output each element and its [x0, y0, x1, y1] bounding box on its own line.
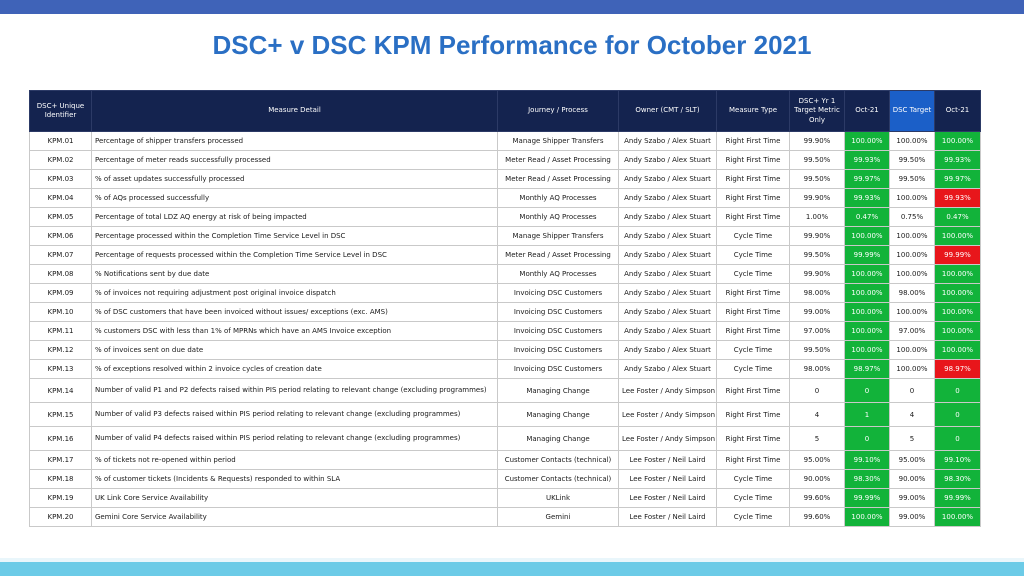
- cell-oct-dsc-plus: 99.93%: [845, 151, 890, 170]
- cell-identifier: KPM.15: [30, 403, 92, 427]
- cell-measure-type: Right First Time: [717, 303, 790, 322]
- cell-dsc-plus-target: 99.00%: [790, 303, 845, 322]
- cell-owner: Andy Szabo / Alex Stuart: [619, 208, 717, 227]
- cell-identifier: KPM.20: [30, 508, 92, 527]
- table-row: [30, 246, 981, 265]
- cell-measure-type: Right First Time: [717, 151, 790, 170]
- cell-dsc-target: 100.00%: [890, 246, 935, 265]
- cell-oct-dsc: 100.00%: [935, 508, 981, 527]
- cell-measure-detail: Percentage of meter reads successfully processed: [92, 151, 498, 170]
- cell-identifier: KPM.03: [30, 170, 92, 189]
- cell-measure-type: Right First Time: [717, 208, 790, 227]
- cell-owner: Lee Foster / Andy Simpson: [619, 379, 717, 403]
- cell-identifier: KPM.02: [30, 151, 92, 170]
- cell-measure-detail: Percentage processed within the Completion Time Service Level in DSC: [92, 227, 498, 246]
- cell-measure-type: Right First Time: [717, 451, 790, 470]
- cell-journey-process: Customer Contacts (technical): [498, 470, 619, 489]
- cell-measure-detail: Number of valid P4 defects raised within PIS period relating to relevant change (excluding programmes): [92, 427, 498, 451]
- cell-dsc-target: 99.50%: [890, 170, 935, 189]
- cell-journey-process: Managing Change: [498, 403, 619, 427]
- cell-oct-dsc-plus: 99.99%: [845, 246, 890, 265]
- cell-oct-dsc-plus: 100.00%: [845, 132, 890, 151]
- cell-oct-dsc: 0: [935, 403, 981, 427]
- cell-measure-detail: % of customer tickets (Incidents & Requests) responded to within SLA: [92, 470, 498, 489]
- cell-journey-process: Gemini: [498, 508, 619, 527]
- cell-owner: Andy Szabo / Alex Stuart: [619, 227, 717, 246]
- cell-dsc-plus-target: 99.50%: [790, 246, 845, 265]
- cell-identifier: KPM.13: [30, 360, 92, 379]
- table-row: [30, 427, 981, 451]
- header-dsc-target: DSC Target: [890, 91, 935, 132]
- cell-dsc-target: 99.00%: [890, 489, 935, 508]
- cell-dsc-target: 95.00%: [890, 451, 935, 470]
- cell-measure-detail: % of invoices not requiring adjustment post original invoice dispatch: [92, 284, 498, 303]
- cell-dsc-plus-target: 90.00%: [790, 470, 845, 489]
- cell-oct-dsc: 99.99%: [935, 246, 981, 265]
- table-header-row: [30, 91, 981, 132]
- cell-oct-dsc-plus: 0: [845, 379, 890, 403]
- cell-dsc-target: 100.00%: [890, 132, 935, 151]
- cell-owner: Andy Szabo / Alex Stuart: [619, 189, 717, 208]
- table-body: [30, 132, 981, 527]
- cell-journey-process: Monthly AQ Processes: [498, 208, 619, 227]
- cell-oct-dsc-plus: 99.97%: [845, 170, 890, 189]
- cell-oct-dsc: 99.93%: [935, 189, 981, 208]
- cell-measure-detail: % of asset updates successfully processed: [92, 170, 498, 189]
- cell-journey-process: Manage Shipper Transfers: [498, 132, 619, 151]
- cell-owner: Andy Szabo / Alex Stuart: [619, 170, 717, 189]
- cell-owner: Andy Szabo / Alex Stuart: [619, 360, 717, 379]
- cell-oct-dsc-plus: 99.99%: [845, 489, 890, 508]
- cell-owner: Andy Szabo / Alex Stuart: [619, 341, 717, 360]
- cell-oct-dsc-plus: 99.93%: [845, 189, 890, 208]
- cell-oct-dsc: 100.00%: [935, 341, 981, 360]
- cell-owner: Lee Foster / Neil Laird: [619, 451, 717, 470]
- table-row: [30, 322, 981, 341]
- bottom-accent-bar: [0, 562, 1024, 576]
- cell-oct-dsc-plus: 1: [845, 403, 890, 427]
- cell-oct-dsc: 99.97%: [935, 170, 981, 189]
- cell-journey-process: Manage Shipper Transfers: [498, 227, 619, 246]
- cell-oct-dsc-plus: 100.00%: [845, 341, 890, 360]
- cell-measure-type: Cycle Time: [717, 470, 790, 489]
- header-oct-dsc: Oct-21: [935, 91, 981, 132]
- cell-dsc-plus-target: 99.60%: [790, 489, 845, 508]
- cell-journey-process: Invoicing DSC Customers: [498, 303, 619, 322]
- cell-dsc-plus-target: 97.00%: [790, 322, 845, 341]
- cell-measure-type: Right First Time: [717, 427, 790, 451]
- cell-owner: Lee Foster / Andy Simpson: [619, 403, 717, 427]
- cell-journey-process: Meter Read / Asset Processing: [498, 151, 619, 170]
- cell-measure-type: Right First Time: [717, 403, 790, 427]
- cell-measure-type: Right First Time: [717, 379, 790, 403]
- cell-journey-process: Invoicing DSC Customers: [498, 284, 619, 303]
- cell-dsc-plus-target: 98.00%: [790, 360, 845, 379]
- cell-owner: Andy Szabo / Alex Stuart: [619, 322, 717, 341]
- cell-journey-process: Invoicing DSC Customers: [498, 341, 619, 360]
- cell-journey-process: Invoicing DSC Customers: [498, 322, 619, 341]
- table-row: [30, 132, 981, 151]
- cell-measure-detail: % Notifications sent by due date: [92, 265, 498, 284]
- cell-journey-process: Customer Contacts (technical): [498, 451, 619, 470]
- cell-identifier: KPM.11: [30, 322, 92, 341]
- cell-owner: Andy Szabo / Alex Stuart: [619, 246, 717, 265]
- header-owner: Owner (CMT / SLT): [619, 91, 717, 132]
- cell-oct-dsc: 99.10%: [935, 451, 981, 470]
- cell-oct-dsc: 98.30%: [935, 470, 981, 489]
- cell-identifier: KPM.17: [30, 451, 92, 470]
- cell-dsc-target: 0: [890, 379, 935, 403]
- cell-dsc-target: 100.00%: [890, 360, 935, 379]
- cell-journey-process: Invoicing DSC Customers: [498, 360, 619, 379]
- cell-dsc-target: 100.00%: [890, 265, 935, 284]
- table-row: [30, 284, 981, 303]
- cell-oct-dsc: 100.00%: [935, 322, 981, 341]
- cell-dsc-target: 99.50%: [890, 151, 935, 170]
- table-row: [30, 379, 981, 403]
- cell-measure-detail: Number of valid P1 and P2 defects raised within PIS period relating to relevant change (excluding programmes): [92, 379, 498, 403]
- cell-oct-dsc: 100.00%: [935, 132, 981, 151]
- cell-measure-type: Right First Time: [717, 322, 790, 341]
- cell-journey-process: UKLink: [498, 489, 619, 508]
- cell-dsc-target: 4: [890, 403, 935, 427]
- cell-owner: Lee Foster / Neil Laird: [619, 508, 717, 527]
- cell-dsc-plus-target: 5: [790, 427, 845, 451]
- cell-dsc-target: 100.00%: [890, 341, 935, 360]
- cell-oct-dsc-plus: 0.47%: [845, 208, 890, 227]
- cell-oct-dsc-plus: 100.00%: [845, 322, 890, 341]
- header-unique-identifier: DSC+ Unique Identifier: [30, 91, 92, 132]
- page-title: DSC+ v DSC KPM Performance for October 2021: [212, 30, 812, 60]
- cell-owner: Lee Foster / Neil Laird: [619, 489, 717, 508]
- header-dsc-plus-target: DSC+ Yr 1 Target Metric Only: [790, 91, 845, 132]
- cell-measure-type: Cycle Time: [717, 341, 790, 360]
- cell-identifier: KPM.16: [30, 427, 92, 451]
- kpm-table: [29, 90, 981, 527]
- table-row: [30, 360, 981, 379]
- cell-owner: Lee Foster / Neil Laird: [619, 470, 717, 489]
- cell-oct-dsc-plus: 100.00%: [845, 508, 890, 527]
- cell-identifier: KPM.05: [30, 208, 92, 227]
- cell-oct-dsc-plus: 100.00%: [845, 303, 890, 322]
- table-row: [30, 265, 981, 284]
- top-accent-bar: [0, 0, 1024, 14]
- cell-identifier: KPM.10: [30, 303, 92, 322]
- table-row: [30, 170, 981, 189]
- cell-oct-dsc: 100.00%: [935, 227, 981, 246]
- cell-dsc-target: 100.00%: [890, 303, 935, 322]
- table-row: [30, 489, 981, 508]
- cell-oct-dsc: 0: [935, 379, 981, 403]
- cell-oct-dsc-plus: 0: [845, 427, 890, 451]
- cell-oct-dsc: 98.97%: [935, 360, 981, 379]
- cell-measure-type: Cycle Time: [717, 227, 790, 246]
- cell-identifier: KPM.01: [30, 132, 92, 151]
- cell-dsc-target: 97.00%: [890, 322, 935, 341]
- cell-measure-type: Cycle Time: [717, 246, 790, 265]
- cell-dsc-target: 98.00%: [890, 284, 935, 303]
- cell-measure-detail: Percentage of requests processed within the Completion Time Service Level in DSC: [92, 246, 498, 265]
- table-row: [30, 303, 981, 322]
- cell-oct-dsc: 99.93%: [935, 151, 981, 170]
- cell-owner: Andy Szabo / Alex Stuart: [619, 284, 717, 303]
- cell-dsc-plus-target: 95.00%: [790, 451, 845, 470]
- header-oct-dsc-plus: Oct-21: [845, 91, 890, 132]
- cell-dsc-target: 100.00%: [890, 189, 935, 208]
- table-row: [30, 189, 981, 208]
- cell-measure-type: Cycle Time: [717, 508, 790, 527]
- cell-measure-type: Right First Time: [717, 189, 790, 208]
- header-measure-type: Measure Type: [717, 91, 790, 132]
- cell-dsc-plus-target: 0: [790, 379, 845, 403]
- cell-owner: Andy Szabo / Alex Stuart: [619, 265, 717, 284]
- cell-dsc-plus-target: 1.00%: [790, 208, 845, 227]
- cell-identifier: KPM.12: [30, 341, 92, 360]
- cell-oct-dsc-plus: 98.30%: [845, 470, 890, 489]
- header-journey-process: Journey / Process: [498, 91, 619, 132]
- cell-measure-type: Right First Time: [717, 170, 790, 189]
- cell-measure-detail: % of tickets not re-opened within period: [92, 451, 498, 470]
- cell-journey-process: Monthly AQ Processes: [498, 189, 619, 208]
- cell-dsc-target: 90.00%: [890, 470, 935, 489]
- cell-measure-detail: Percentage of total LDZ AQ energy at risk of being impacted: [92, 208, 498, 227]
- table-row: [30, 508, 981, 527]
- table-row: [30, 227, 981, 246]
- cell-dsc-target: 99.00%: [890, 508, 935, 527]
- cell-identifier: KPM.04: [30, 189, 92, 208]
- cell-identifier: KPM.09: [30, 284, 92, 303]
- cell-dsc-plus-target: 99.90%: [790, 189, 845, 208]
- header-measure-detail: Measure Detail: [92, 91, 498, 132]
- cell-measure-type: Cycle Time: [717, 489, 790, 508]
- cell-dsc-target: 100.00%: [890, 227, 935, 246]
- cell-identifier: KPM.08: [30, 265, 92, 284]
- cell-oct-dsc: 100.00%: [935, 284, 981, 303]
- cell-dsc-plus-target: 98.00%: [790, 284, 845, 303]
- cell-measure-detail: % customers DSC with less than 1% of MPRNs which have an AMS Invoice exception: [92, 322, 498, 341]
- table-row: [30, 341, 981, 360]
- cell-measure-detail: % of exceptions resolved within 2 invoice cycles of creation date: [92, 360, 498, 379]
- cell-identifier: KPM.07: [30, 246, 92, 265]
- table-row: [30, 451, 981, 470]
- cell-dsc-plus-target: 99.50%: [790, 151, 845, 170]
- table-row: [30, 151, 981, 170]
- cell-measure-detail: Number of valid P3 defects raised within PIS period relating to relevant change (excluding programmes): [92, 403, 498, 427]
- cell-dsc-plus-target: 99.50%: [790, 170, 845, 189]
- cell-identifier: KPM.14: [30, 379, 92, 403]
- cell-identifier: KPM.06: [30, 227, 92, 246]
- table-row: [30, 403, 981, 427]
- cell-journey-process: Monthly AQ Processes: [498, 265, 619, 284]
- cell-measure-type: Right First Time: [717, 284, 790, 303]
- cell-oct-dsc-plus: 98.97%: [845, 360, 890, 379]
- cell-journey-process: Meter Read / Asset Processing: [498, 170, 619, 189]
- cell-identifier: KPM.18: [30, 470, 92, 489]
- cell-dsc-plus-target: 4: [790, 403, 845, 427]
- cell-dsc-plus-target: 99.90%: [790, 132, 845, 151]
- cell-measure-detail: UK Link Core Service Availability: [92, 489, 498, 508]
- cell-dsc-plus-target: 99.90%: [790, 265, 845, 284]
- cell-measure-type: Cycle Time: [717, 265, 790, 284]
- cell-owner: Andy Szabo / Alex Stuart: [619, 303, 717, 322]
- cell-oct-dsc: 0.47%: [935, 208, 981, 227]
- cell-oct-dsc-plus: 100.00%: [845, 227, 890, 246]
- cell-journey-process: Managing Change: [498, 379, 619, 403]
- cell-oct-dsc: 100.00%: [935, 265, 981, 284]
- cell-journey-process: Managing Change: [498, 427, 619, 451]
- cell-measure-detail: Percentage of shipper transfers processed: [92, 132, 498, 151]
- cell-owner: Andy Szabo / Alex Stuart: [619, 132, 717, 151]
- cell-oct-dsc-plus: 100.00%: [845, 265, 890, 284]
- cell-dsc-plus-target: 99.90%: [790, 227, 845, 246]
- table-row: [30, 208, 981, 227]
- cell-dsc-plus-target: 99.50%: [790, 341, 845, 360]
- table-row: [30, 470, 981, 489]
- cell-oct-dsc: 100.00%: [935, 303, 981, 322]
- cell-owner: Lee Foster / Andy Simpson: [619, 427, 717, 451]
- cell-dsc-target: 0.75%: [890, 208, 935, 227]
- cell-measure-detail: % of AQs processed successfully: [92, 189, 498, 208]
- cell-measure-detail: Gemini Core Service Availability: [92, 508, 498, 527]
- cell-dsc-plus-target: 99.60%: [790, 508, 845, 527]
- cell-dsc-target: 5: [890, 427, 935, 451]
- cell-measure-type: Cycle Time: [717, 360, 790, 379]
- cell-oct-dsc: 99.99%: [935, 489, 981, 508]
- cell-oct-dsc-plus: 99.10%: [845, 451, 890, 470]
- cell-measure-detail: % of DSC customers that have been invoiced without issues/ exceptions (exc. AMS): [92, 303, 498, 322]
- cell-identifier: KPM.19: [30, 489, 92, 508]
- cell-oct-dsc: 0: [935, 427, 981, 451]
- cell-journey-process: Meter Read / Asset Processing: [498, 246, 619, 265]
- cell-oct-dsc-plus: 100.00%: [845, 284, 890, 303]
- cell-owner: Andy Szabo / Alex Stuart: [619, 151, 717, 170]
- cell-measure-type: Right First Time: [717, 132, 790, 151]
- cell-measure-detail: % of invoices sent on due date: [92, 341, 498, 360]
